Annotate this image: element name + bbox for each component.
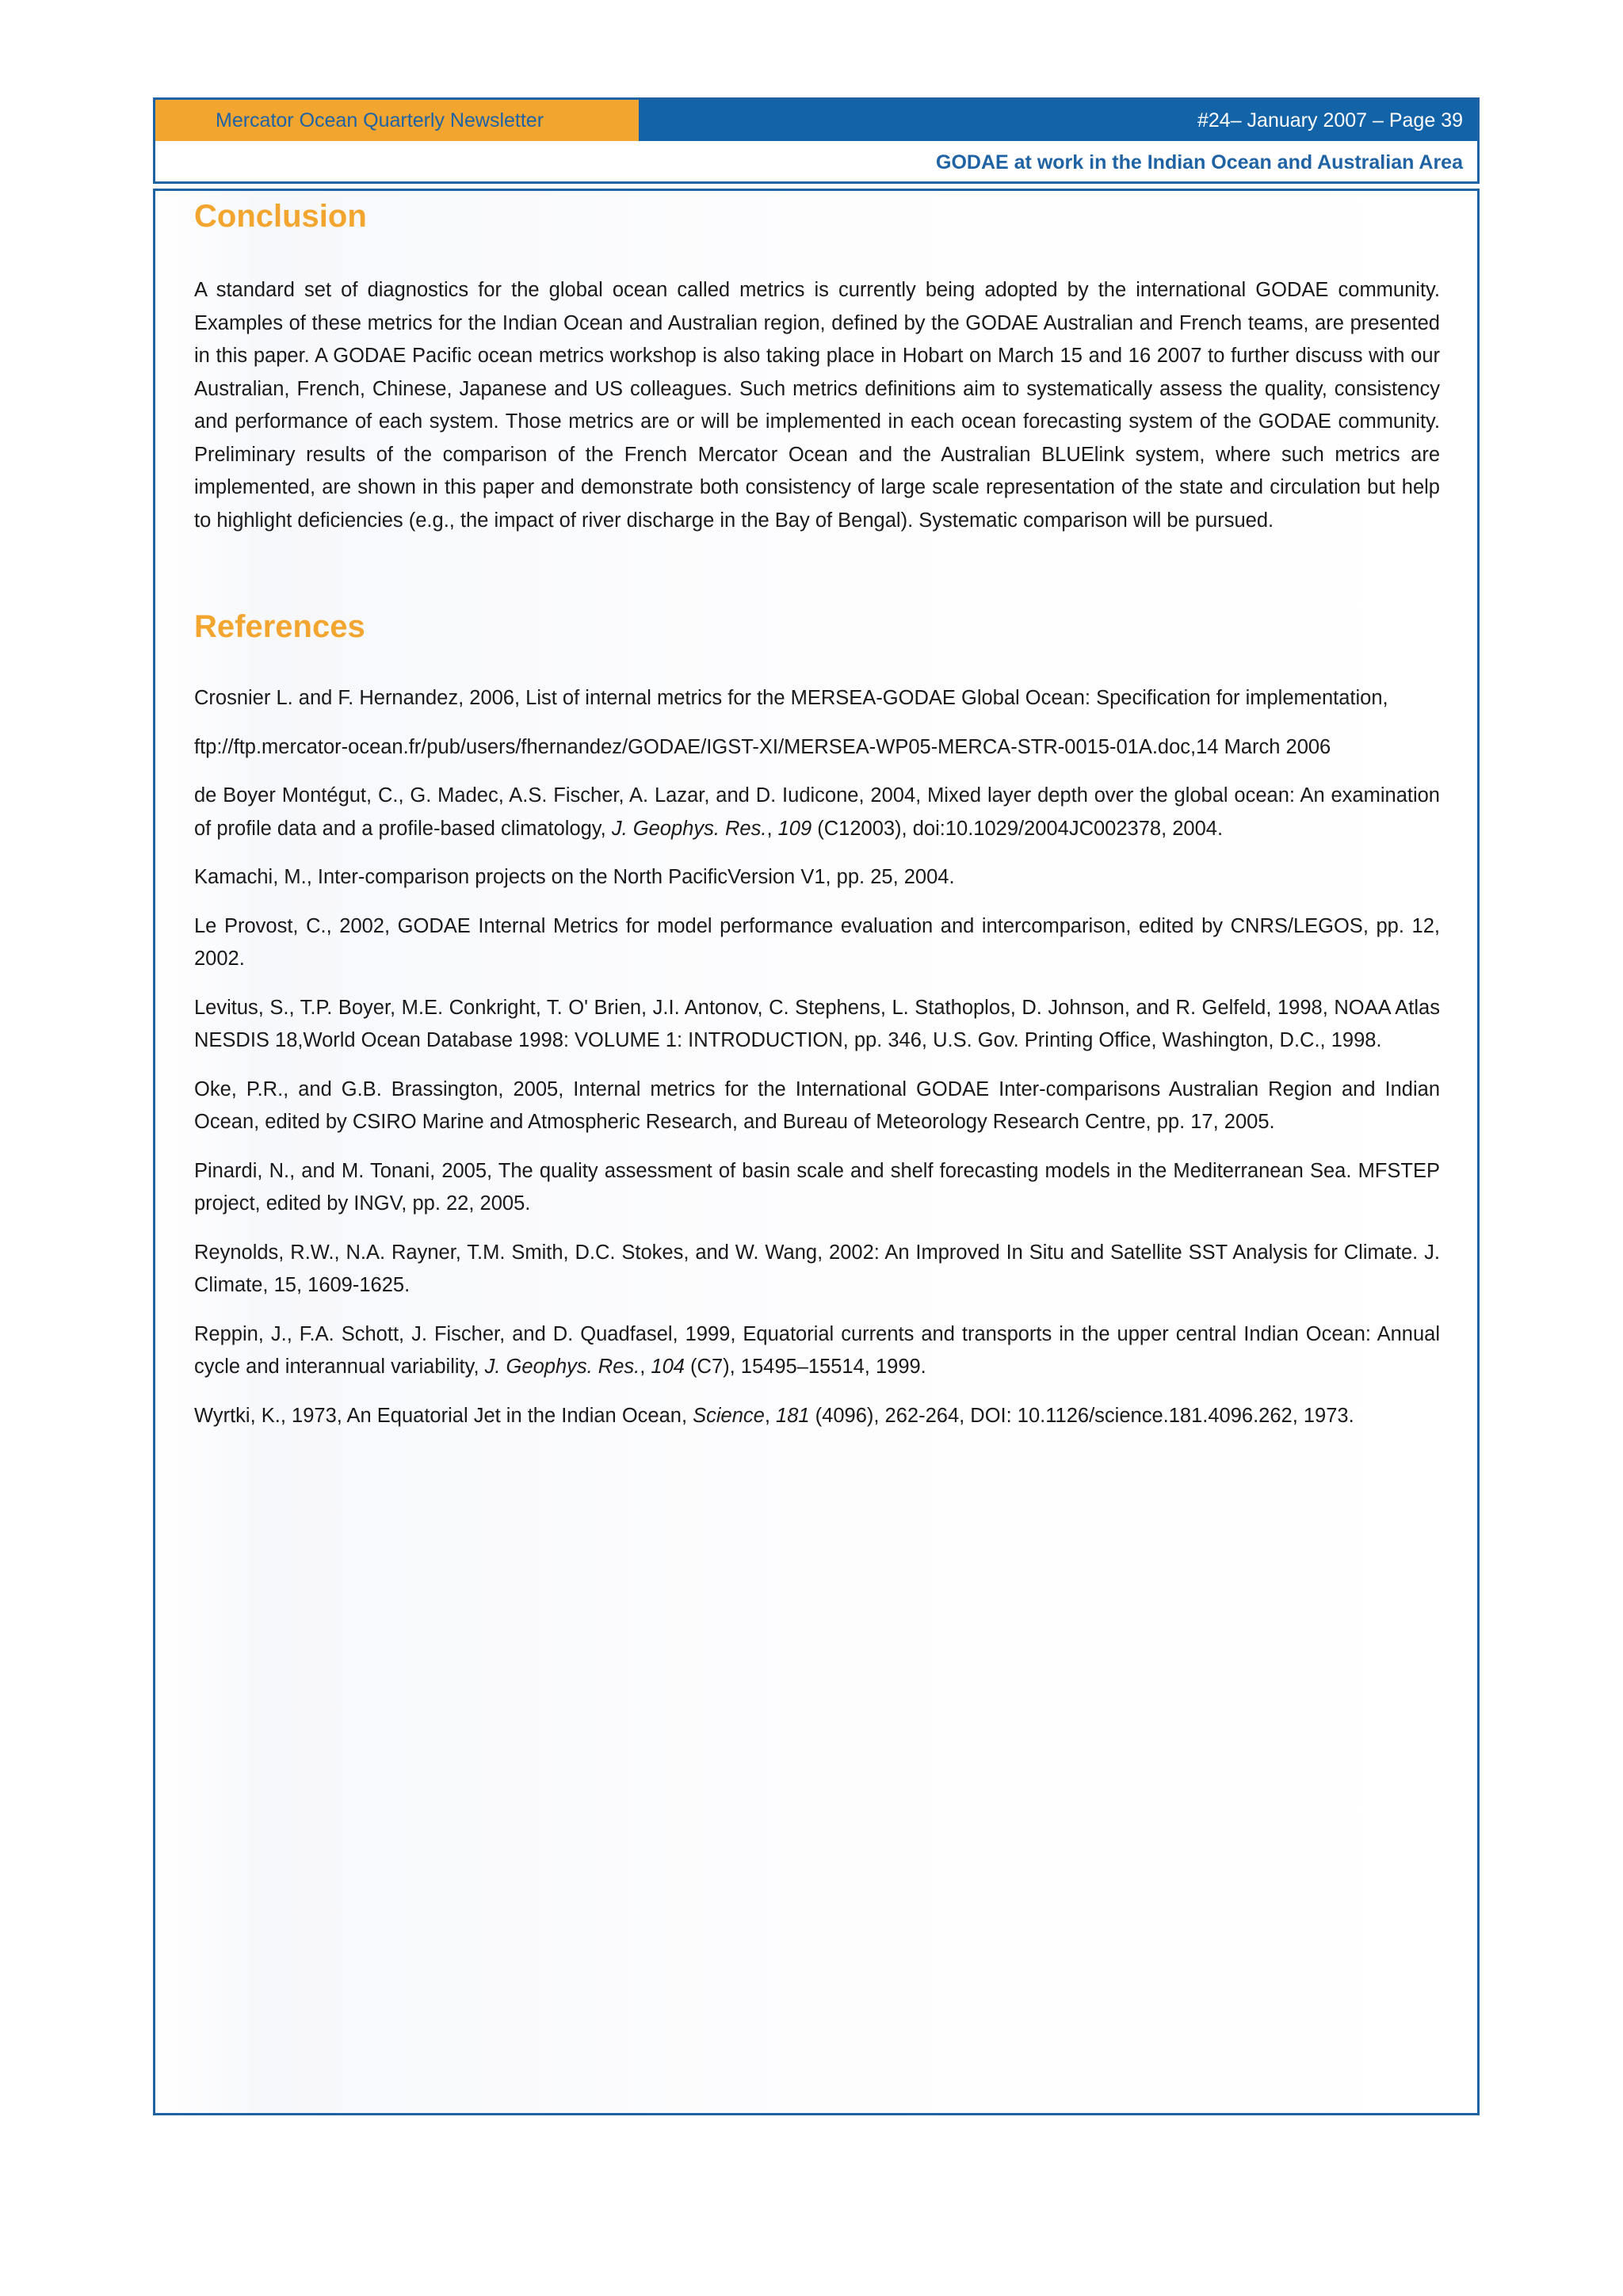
reference-text: (4096), 262-264, DOI: 10.1126/science.181.4096.262, 1973. [809, 1404, 1354, 1427]
journal-name: Science [693, 1404, 765, 1427]
conclusion-paragraph: A standard set of diagnostics for the global ocean called metrics is currently being adopted by the international GODAE community. Examples of these metrics for the Indian Ocean and Australian region, defined by the GODAE Australian and French teams, are presented in this paper. A GODAE Pacific ocean metrics workshop is also taking place in Hobart on March 15 and 16 2007 to further discuss with our Australian, French, Chinese, Japanese and US colleagues. Such metrics definitions aim to systematically assess the quality, consistency and performance of each system. Those metrics are or will be implemented in each ocean forecasting system of the GODAE community. Preliminary results of the comparison of the French Mercator Ocean and the Australian BLUElink system, where such metrics are implemented, are shown in this paper and demonstrate both consistency of large scale representation of the state and circulation but help to highlight deficiencies (e.g., the impact of river discharge in the Bay of Bengal). Systematic comparison will be pursued. [194, 279, 1440, 532]
reference-list [194, 682, 1440, 1448]
reference-text: (C12003), doi:10.1029/2004JC002378, 2004. [812, 817, 1224, 840]
reference-text: (C7), 15495–15514, 1999. [684, 1356, 926, 1378]
references-heading: References [194, 609, 365, 644]
content-frame [153, 189, 1480, 2115]
reference-item [194, 1318, 1440, 1384]
reference-separator: , [766, 817, 778, 840]
journal-volume: 104 [651, 1356, 685, 1378]
reference-separator: , [640, 1356, 651, 1378]
page-header [153, 97, 1480, 184]
reference-item: Reynolds, R.W., N.A. Rayner, T.M. Smith, D.C. Stokes, and W. Wang, 2002: An Improved In Situ and Satellite SST Analysis for Climate. J. Climate, 15, 1609-1625. [194, 1241, 1440, 1296]
journal-name: J. Geophys. Res. [484, 1356, 640, 1378]
reference-separator: , [764, 1404, 777, 1427]
reference-text: Wyrtki, K., 1973, An Equatorial Jet in the Indian Ocean, [194, 1404, 693, 1427]
reference-text: de Boyer Montégut, C., G. Madec, A.S. Fischer, A. Lazar, and D. Iudicone, 2004, Mixed layer depth over the global ocean: An examination of profile data and a profile-based climatology, [194, 784, 1440, 840]
section-title: GODAE at work in the Indian Ocean and Australian Area [936, 151, 1463, 174]
journal-name: J. Geophys. Res. [611, 817, 767, 840]
reference-item-url[interactable]: ftp://ftp.mercator-ocean.fr/pub/users/fhernandez/GODAE/IGST-XI/MERSEA-WP05-MERCA-STR-0015-01A.doc,14 March 2006 [194, 735, 1331, 758]
reference-item: Pinardi, N., and M. Tonani, 2005, The quality assessment of basin scale and shelf forecasting models in the Mediterranean Sea. MFSTEP project, edited by INGV, pp. 22, 2005. [194, 1159, 1440, 1215]
issue-page-label: #24– January 2007 – Page 39 [639, 100, 1477, 141]
reference-item: Levitus, S., T.P. Boyer, M.E. Conkright, T. O' Brien, J.I. Antonov, C. Stephens, L. Stathoplos, D. Johnson, and R. Gelfeld, 1998, NOAA Atlas NESDIS 18,World Ocean Database 1998: VOLUME 1: INTRODUCTION, pp. 346, U.S. Gov. Printing Office, Washington, D.C., 1998. [194, 996, 1440, 1051]
reference-item: Oke, P.R., and G.B. Brassington, 2005, Internal metrics for the International GODAE Inter-comparisons Australian Region and Indian Ocean, edited by CSIRO Marine and Atmospheric Research, and Bureau of Meteorology Research Centre, pp. 17, 2005. [194, 1077, 1440, 1133]
conclusion-heading: Conclusion [194, 199, 367, 234]
journal-volume: 109 [777, 817, 812, 840]
journal-volume: 181 [776, 1404, 810, 1427]
reference-item: Crosnier L. and F. Hernandez, 2006, List of internal metrics for the MERSEA-GODAE Global Ocean: Specification for implementation, [194, 687, 1388, 709]
reference-item [194, 780, 1440, 845]
reference-item: Kamachi, M., Inter-comparison projects on the North PacificVersion V1, pp. 25, 2004. [194, 866, 955, 888]
newsletter-title: Mercator Ocean Quarterly Newsletter [155, 100, 639, 141]
reference-text: Reppin, J., F.A. Schott, J. Fischer, and D. Quadfasel, 1999, Equatorial currents and transports in the upper central Indian Ocean: Annual cycle and interannual variability, [194, 1322, 1440, 1378]
reference-item: Le Provost, C., 2002, GODAE Internal Metrics for model performance evaluation and intercomparison, edited by CNRS/LEGOS, pp. 12, 2002. [194, 914, 1440, 970]
reference-item [194, 1400, 1440, 1433]
